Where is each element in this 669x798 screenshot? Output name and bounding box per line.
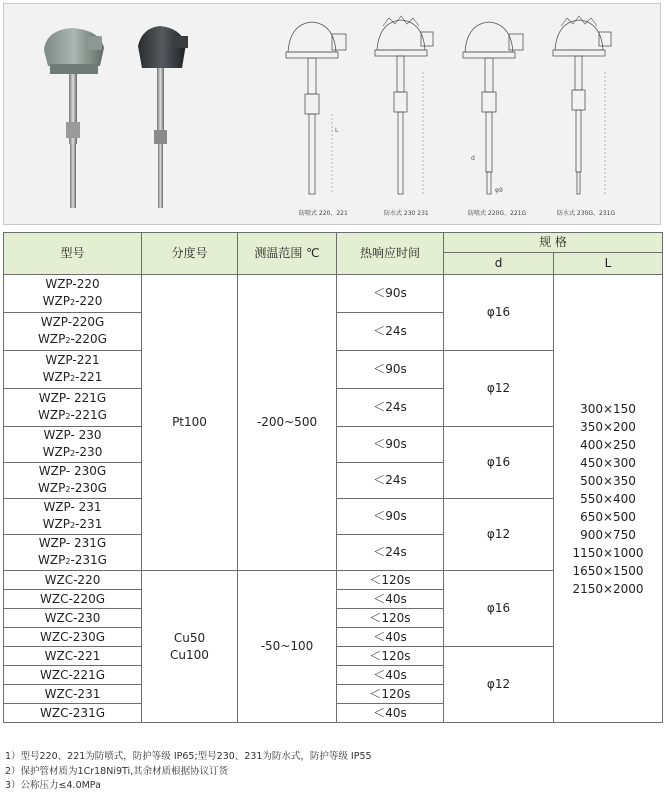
response-time: ＜120s [337, 571, 444, 590]
response-time: ＜24s [337, 463, 444, 499]
dim-label-phi9: φ9 [495, 187, 503, 194]
caption-230g-231g: 防水式 230G、231G [557, 210, 616, 217]
graduation-pt100: Pt100 [142, 275, 238, 571]
table-row-model: WZC-231G [4, 704, 142, 723]
d-value: φ16 [444, 571, 554, 647]
L-values-cell: 300×150 350×200 400×250 450×300 500×350 550×400 650×500 900×750 1150×1000 1650×1500 2150×2000 [554, 275, 663, 723]
caption-220g-221g: 防喷式 220G、221G [468, 210, 527, 217]
response-time: ＜90s [337, 427, 444, 463]
drawing-220g-221g [459, 12, 539, 207]
table-row-model: WZC-230 [4, 609, 142, 628]
d-value: φ12 [444, 351, 554, 427]
footnotes [5, 750, 372, 794]
table-row-model: WZP-221 WZP2-221 [4, 351, 142, 389]
d-value: φ12 [444, 647, 554, 723]
response-time: ＜40s [337, 666, 444, 685]
header-response: 热响应时间 [337, 233, 444, 275]
header-graduation: 分度号 [142, 233, 238, 275]
table-row-model: WZP- 230G WZP2-230G [4, 463, 142, 499]
header-spec: 规 格 [444, 233, 663, 253]
table-row-model: WZP- 230 WZP2-230 [4, 427, 142, 463]
table-row-model: WZC-231 [4, 685, 142, 704]
table-row-model: WZP-220G WZP2-220G [4, 313, 142, 351]
caption-230-231: 防水式 230 231 [384, 210, 429, 217]
spec-table [3, 232, 663, 723]
response-time: ＜40s [337, 628, 444, 647]
header-model: 型号 [4, 233, 142, 275]
table-row-model: WZP- 231 WZP2-231 [4, 499, 142, 535]
response-time: ＜24s [337, 535, 444, 571]
d-value: φ16 [444, 275, 554, 351]
table-row-model: WZC-220G [4, 590, 142, 609]
footnote-1: 1）型号220、221为防喷式，防护等级 IP65;型号230、231为防水式，防护等级 IP55 [5, 751, 372, 762]
drawing-230g-231g [547, 12, 627, 207]
caption-220-221: 防喷式 220、221 [299, 210, 348, 217]
response-time: ＜120s [337, 647, 444, 666]
response-time: ＜120s [337, 685, 444, 704]
drawing-220-221 [282, 12, 362, 207]
header-L: L [554, 253, 663, 275]
d-value: φ12 [444, 499, 554, 571]
table-row-model: WZC-230G [4, 628, 142, 647]
table-row-model: WZP- 231G WZP2-231G [4, 535, 142, 571]
header-range: 测温范围 ℃ [238, 233, 337, 275]
table-row-model: WZC-221 [4, 647, 142, 666]
thermometer-photo-dark [130, 22, 200, 212]
table-row-model: WZP- 221G WZP2-221G [4, 389, 142, 427]
footnote-2: 2）保护管材质为1Cr18Ni9Ti,其余材质根据协议订货 [5, 765, 229, 777]
range-cu: -50~100 [238, 571, 337, 723]
response-time: ＜24s [337, 389, 444, 427]
graduation-cu: Cu50 Cu100 [142, 571, 238, 723]
dim-label-d: d [471, 155, 475, 162]
d-value: φ16 [444, 427, 554, 499]
product-figure-panel [3, 3, 661, 225]
response-time: ＜90s [337, 275, 444, 313]
header-d: d [444, 253, 554, 275]
response-time: ＜90s [337, 351, 444, 389]
dim-label-L: L [335, 127, 339, 134]
footnote-3: 3）公称压力≤4.0MPa [5, 780, 101, 791]
response-time: ＜40s [337, 704, 444, 723]
thermometer-photo-gray [34, 22, 114, 212]
range-pt100: -200~500 [238, 275, 337, 571]
table-row-model: WZP-220 WZP2-220 [4, 275, 142, 313]
table-row-model: WZC-221G [4, 666, 142, 685]
table-row-model: WZC-220 [4, 571, 142, 590]
drawing-230-231 [369, 12, 449, 207]
response-time: ＜120s [337, 609, 444, 628]
response-time: ＜90s [337, 499, 444, 535]
response-time: ＜24s [337, 313, 444, 351]
response-time: ＜40s [337, 590, 444, 609]
